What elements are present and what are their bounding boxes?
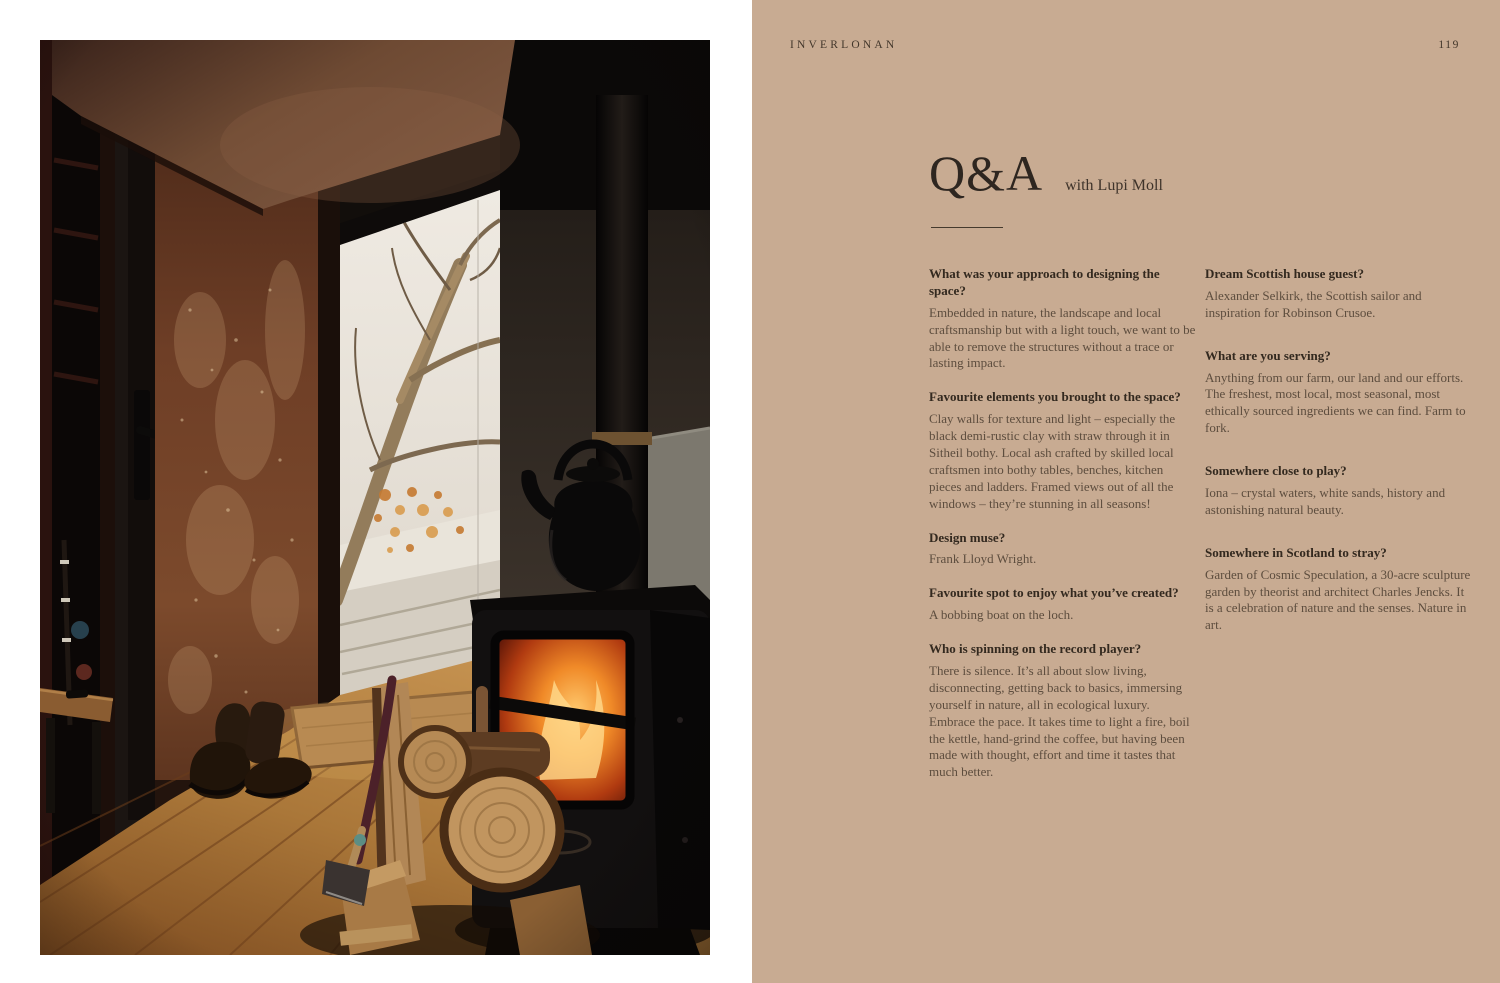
qa-column-right [1205,266,1471,660]
qa-question: What was your approach to designing the space? [929,266,1160,298]
qa-column-left [929,266,1197,798]
photo-vignette [40,40,710,955]
qa-item [1205,545,1471,634]
qa-question: Favourite spot to enjoy what you’ve created? [929,585,1179,601]
qa-question: Somewhere in Scotland to stray? [1205,544,1387,560]
qa-item [929,530,1197,569]
running-header: INVERLONAN [790,39,898,51]
qa-answer: Alexander Selkirk, the Scottish sailor and inspiration for Robinson Crusoe. [1205,287,1422,320]
qa-question: Who is spinning on the record player? [929,641,1142,657]
qa-item [929,641,1197,781]
qa-answer: Frank Lloyd Wright. [929,551,1037,567]
qa-answer: Garden of Cosmic Speculation, a 30-acre sculpture garden by theorist and architect Charles Jencks. It is a celebration of nature and the senses. Nature in art. [1205,566,1471,633]
cabin-photo [40,40,710,955]
qa-answer: There is silence. It’s all about slow living, disconnecting, getting back to basics, immersing yourself in nature, all in ecological luxury. Embrace the pace. It takes time to light a fire, boil the kettle, hand-grind the coffee, but having been made with thought, effort and time it tastes that much better. [929,663,1190,780]
qa-answer: Anything from our farm, our land and our efforts. The freshest, most local, most seasonal, most ethically sourced ingredients we can find. Farm to fork. [1205,369,1466,436]
qa-answer: A bobbing boat on the loch. [929,607,1074,623]
qa-question: Favourite elements you brought to the space? [929,389,1181,405]
qa-question: What are you serving? [1205,347,1331,363]
qa-answer: Clay walls for texture and light – especially the black demi-rustic clay with straw through it in Sitheil bothy. Local ash crafted by skilled local craftsmen into bothy tables, benches, kitchen pieces and ladders. Framed views out of all the windows – they’re stunning in all seasons! [929,411,1176,511]
qa-item [929,585,1197,624]
cabin-photo-art [40,40,710,955]
qa-item [1205,348,1471,437]
title-block [929,145,1163,201]
qa-question: Design muse? [929,529,1006,545]
divider-rule [931,227,1003,228]
page-number: 119 [1438,39,1460,51]
qa-item [929,389,1197,512]
qa-item [929,266,1197,372]
qa-item [1205,463,1471,519]
qa-answer: Iona – crystal waters, white sands, history and astonishing natural beauty. [1205,485,1446,517]
qa-item [1205,266,1471,322]
page-subtitle: with Lupi Moll [1065,177,1163,194]
right-page [752,0,1500,983]
qa-question: Somewhere close to play? [1205,463,1347,479]
qa-question: Dream Scottish house guest? [1205,266,1365,281]
page-title: Q&A [929,145,1044,201]
qa-answer: Embedded in nature, the landscape and local craftsmanship but with a light touch, we want to be able to remove the structures without a trace or lasting impact. [929,304,1196,371]
